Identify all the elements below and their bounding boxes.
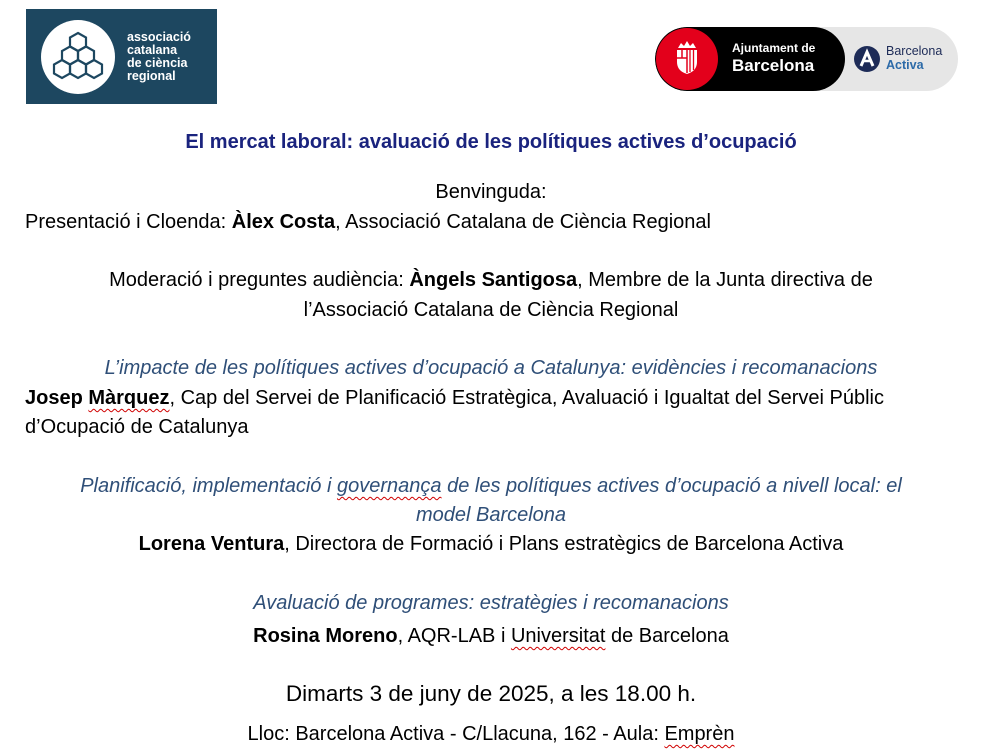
ajuntament-label: Ajuntament de <box>732 41 816 55</box>
venue-prefix: Lloc: Barcelona Activa - C/Llacuna, 162 - Aula: <box>247 723 665 745</box>
barcelona-activa-line1: Barcelona <box>886 44 943 58</box>
moderation-affiliation-1: , Membre de la Junta directiva de <box>577 269 873 291</box>
talk1-speaker-line <box>25 386 884 410</box>
talk3-title: Avaluació de programes: estratègies i recomanacions <box>253 592 729 614</box>
talk2-title-line1 <box>0 474 982 498</box>
talk1-affiliation-2: d’Ocupació de Catalunya <box>25 416 249 438</box>
barcelona-activa-icon <box>853 45 881 78</box>
acr-logo <box>26 9 217 104</box>
talk1-speaker-first: Josep <box>25 387 89 409</box>
welcome-role: Presentació i Cloenda: <box>25 211 232 233</box>
venue-line <box>0 722 982 746</box>
acr-logo-text: associació catalana de ciència regional <box>127 29 191 83</box>
hexagon-logo-icon <box>41 20 115 94</box>
talk3-affiliation-b: Universitat <box>510 625 606 647</box>
event-date: Dimarts 3 de juny de 2025, a les 18.00 h. <box>285 681 697 706</box>
moderation-role: Moderació i preguntes audiència: <box>109 269 410 291</box>
welcome-label: Benvinguda: <box>435 181 547 203</box>
talk2-title-part-c: de les polítiques actives d’ocupació a nivell local: el <box>441 475 902 497</box>
welcome-affiliation: , Associació Catalana de Ciència Regional <box>335 211 711 233</box>
venue-room: Emprèn <box>664 723 735 745</box>
moderation-line <box>0 268 982 292</box>
talk2-affiliation: , Directora de Formació i Plans estratègics de Barcelona Activa <box>284 533 844 555</box>
talk2-speaker-line <box>0 532 982 556</box>
event-title: El mercat laboral: avaluació de les polítiques actives d’ocupació <box>185 131 797 153</box>
talk1-affiliation-1: , Cap del Servei de Planificació Estratègica, Avaluació i Igualtat del Servei Públic <box>169 387 884 409</box>
talk2-speaker: Lorena Ventura <box>138 533 285 555</box>
talk2-title-line2: model Barcelona <box>415 504 567 526</box>
barcelona-shield-icon <box>656 28 718 90</box>
moderation-name: Àngels Santigosa <box>409 269 578 291</box>
talk1-speaker-last: Màrquez <box>88 387 170 409</box>
talk2-title-part-b: governança <box>336 475 442 497</box>
talk2-title-part-a: Planificació, implementació i <box>80 475 337 497</box>
talk1-title: L’impacte de les polítiques actives d’ocupació a Catalunya: evidències i recomanacions <box>104 357 878 379</box>
moderation-affiliation-2: l’Associació Catalana de Ciència Regional <box>303 299 679 321</box>
barcelona-activa-line2: Activa <box>886 58 924 72</box>
welcome-line <box>25 210 711 234</box>
talk3-speaker-line <box>0 624 982 648</box>
bcn-logo <box>655 27 958 91</box>
barcelona-label: Barcelona <box>732 56 815 75</box>
welcome-name: Àlex Costa <box>231 211 336 233</box>
talk3-affiliation-c: de Barcelona <box>605 625 729 647</box>
talk3-affiliation-a: , AQR-LAB i <box>397 625 511 647</box>
talk3-speaker: Rosina Moreno <box>253 625 398 647</box>
